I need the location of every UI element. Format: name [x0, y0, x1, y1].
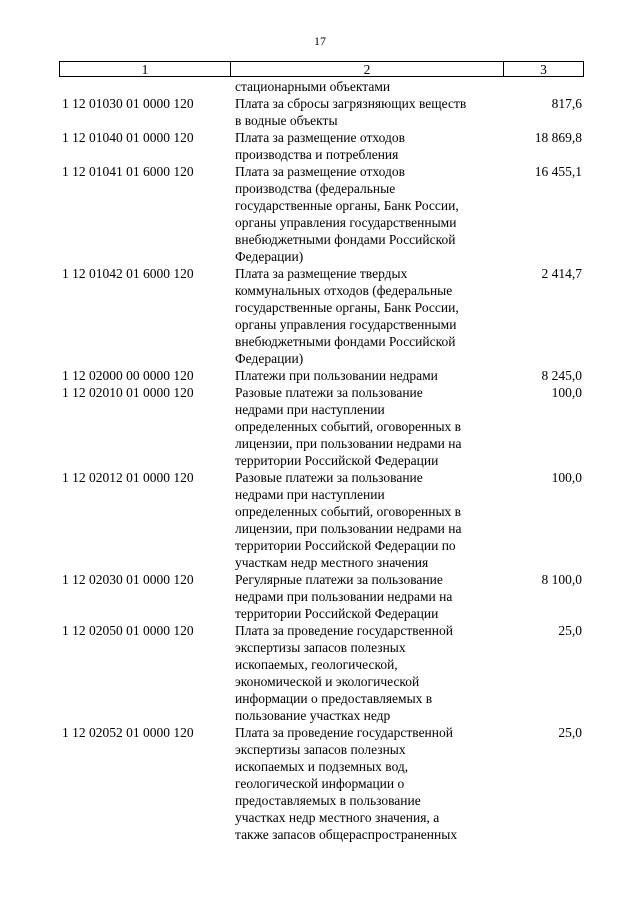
budget-code: 1 12 02012 01 0000 120: [62, 470, 194, 485]
page-number: 17: [314, 34, 326, 48]
table-row: [62, 469, 582, 571]
table-row: [62, 384, 582, 469]
revenue-name-line: Федерации): [235, 351, 304, 366]
revenue-name-line: производства и потребления: [235, 147, 399, 162]
table-row: [62, 571, 582, 622]
amount: 100,0: [551, 385, 582, 400]
revenue-name-line: лицензии, при пользовании недрами на: [235, 521, 462, 536]
revenue-name-line: недрами при пользовании недрами на: [235, 589, 453, 604]
revenue-name-line: территории Российской Федерации: [235, 606, 439, 621]
budget-code: 1 12 01040 01 0000 120: [62, 130, 194, 145]
amount: 100,0: [551, 470, 582, 485]
budget-code: 1 12 02000 00 0000 120: [62, 368, 194, 383]
revenue-name-line: геологической информации о: [235, 776, 405, 791]
revenue-name-line: коммунальных отходов (федеральные: [235, 283, 453, 298]
revenue-name-line: участкам недр местного значения: [235, 555, 429, 570]
revenue-name-line: производства (федеральные: [235, 181, 396, 196]
revenue-name-line: территории Российской Федерации по: [235, 538, 456, 553]
table-row: [62, 129, 582, 163]
revenue-name-line: определенных событий, оговоренных в: [235, 504, 462, 519]
revenue-name-line: лицензии, при пользовании недрами на: [235, 436, 462, 451]
amount: 817,6: [551, 96, 582, 111]
revenue-name-line: недрами при наступлении: [235, 487, 385, 502]
column-header-1: 1: [60, 62, 231, 76]
revenue-name-line: экспертизы запасов полезных: [235, 742, 406, 757]
revenue-name-line: Плата за проведение государственной: [235, 623, 453, 638]
revenue-name: [235, 724, 493, 843]
revenue-name-line: Плата за размещение отходов: [235, 130, 405, 145]
revenue-name: [235, 384, 493, 469]
budget-code: 1 12 01030 01 0000 120: [62, 96, 194, 111]
revenue-name-line: ископаемых и подземных вод,: [235, 759, 409, 774]
revenue-name-line: Плата за размещение твердых: [235, 266, 408, 281]
revenue-name-line: экспертизы запасов полезных: [235, 640, 406, 655]
revenue-name: [235, 265, 493, 367]
revenue-name-line: Плата за проведение государственной: [235, 725, 453, 740]
revenue-name: [235, 163, 493, 265]
revenue-name: [235, 571, 493, 622]
amount: 16 455,1: [534, 164, 582, 179]
revenue-name-line: также запасов общераспространенных: [235, 827, 458, 842]
revenue-name-line: предоставляемых в пользование: [235, 793, 421, 808]
table-row: [62, 95, 582, 129]
budget-code: 1 12 02030 01 0000 120: [62, 572, 194, 587]
revenue-name-line: недрами при наступлении: [235, 402, 385, 417]
budget-code: 1 12 02050 01 0000 120: [62, 623, 194, 638]
revenue-name-line: внебюджетными фондами Российской: [235, 334, 456, 349]
revenue-name-line: пользование участках недр: [235, 708, 391, 723]
revenue-name-line: государственные органы, Банк России,: [235, 300, 459, 315]
revenue-name-line: внебюджетными фондами Российской: [235, 232, 456, 247]
table-row: [62, 622, 582, 724]
column-header-2: 2: [231, 62, 504, 76]
amount: 25,0: [558, 725, 582, 740]
table-row: [62, 163, 582, 265]
table-row: [62, 367, 582, 384]
table-row: [62, 265, 582, 367]
revenue-name-line: определенных событий, оговоренных в: [235, 419, 462, 434]
revenue-name: [235, 129, 493, 163]
amount: 8 100,0: [541, 572, 582, 587]
amount: 18 869,8: [534, 130, 582, 145]
budget-code: 1 12 02052 01 0000 120: [62, 725, 194, 740]
revenue-name-line: Разовые платежи за пользование: [235, 385, 423, 400]
revenue-name-line: Разовые платежи за пользование: [235, 470, 423, 485]
revenue-name-line: органы управления государственными: [235, 215, 457, 230]
revenue-name-line: информации о предоставляемых в: [235, 691, 433, 706]
budget-code: 1 12 01042 01 6000 120: [62, 266, 194, 281]
revenue-name-line: участках недр местного значения, а: [235, 810, 440, 825]
revenue-name: [235, 622, 493, 724]
revenue-name: [235, 95, 493, 129]
revenue-name-line: Платежи при пользовании недрами: [235, 368, 438, 383]
revenue-name-line: Федерации): [235, 249, 304, 264]
column-header-3: 3: [540, 62, 547, 77]
amount: 25,0: [558, 623, 582, 638]
budget-code: 1 12 01041 01 6000 120: [62, 164, 194, 179]
revenue-name-line: Плата за сбросы загрязняющих веществ: [235, 96, 467, 111]
revenue-name-line: территории Российской Федерации: [235, 453, 439, 468]
amount: 2 414,7: [541, 266, 582, 281]
revenue-name-line: в водные объекты: [235, 113, 338, 128]
continuation-text: стационарными объектами: [235, 79, 391, 94]
revenue-name-line: органы управления государственными: [235, 317, 457, 332]
revenue-name-line: Регулярные платежи за пользование: [235, 572, 443, 587]
revenue-name: [235, 469, 493, 571]
revenue-name-line: экономической и экологической: [235, 674, 420, 689]
revenue-name-line: государственные органы, Банк России,: [235, 198, 459, 213]
revenue-name-line: ископаемых, геологической,: [235, 657, 398, 672]
budget-code: 1 12 02010 01 0000 120: [62, 385, 194, 400]
revenue-name-line: Плата за размещение отходов: [235, 164, 405, 179]
table-column-header: [59, 61, 584, 77]
amount: 8 245,0: [541, 368, 582, 383]
table-row: [62, 724, 582, 843]
revenue-name: [235, 367, 493, 384]
table-body: [62, 78, 582, 843]
